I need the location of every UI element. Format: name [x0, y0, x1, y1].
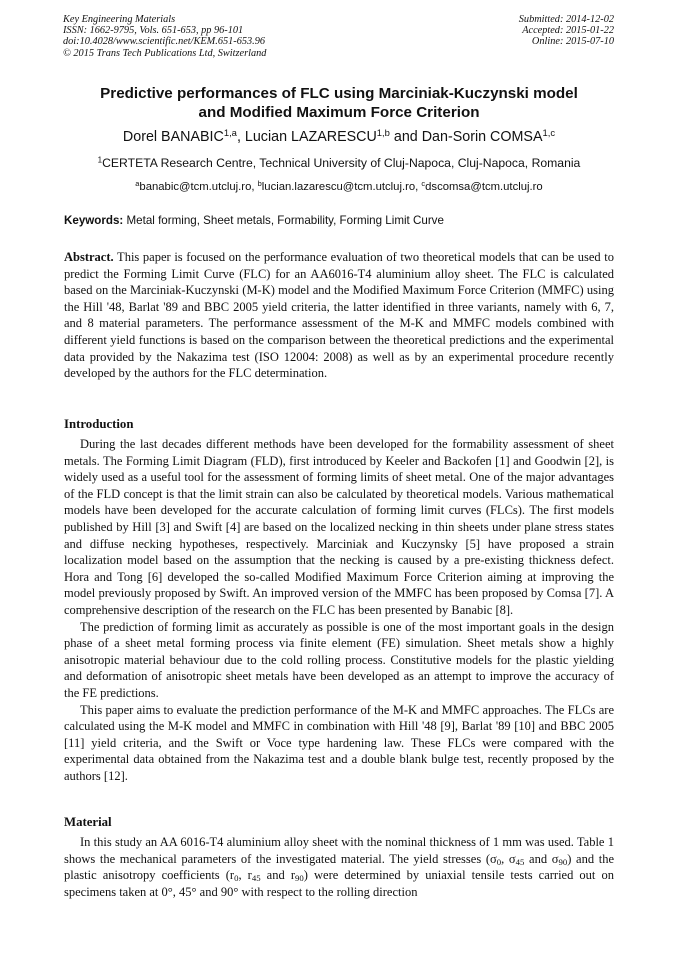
email-address: dscomsa@tcm.utcluj.ro [425, 181, 543, 193]
email-mark: c [421, 178, 426, 188]
author-affil-mark: 1,b [376, 126, 390, 138]
journal-name: Key Engineering Materials [63, 14, 176, 25]
title-line-2: and Modified Maximum Force Criterion [198, 104, 480, 121]
affiliation-text: CERTETA Research Centre, Technical University of Cluj-Napoca, Cluj-Napoca, Romania [102, 156, 581, 170]
text-run: , [238, 868, 248, 883]
copyright-line: © 2015 Trans Tech Publications Ltd, Switzerland [63, 47, 267, 59]
subscript: 45 [515, 856, 525, 867]
keywords-label: Keywords: [64, 214, 124, 227]
author-name: Lucian LAZARESCU [244, 129, 377, 145]
author-separator: , [236, 129, 245, 145]
r-symbol: r [247, 868, 252, 883]
subscript: 0 [496, 856, 502, 867]
r-symbol: r [290, 868, 295, 883]
subscript: 45 [251, 873, 261, 884]
author-name: Dorel BANABIC [122, 129, 224, 145]
r-symbol: r [229, 868, 235, 883]
text-run: In this study an AA 6016-T4 aluminium alloy sheet with the nominal thickness of 1 mm was used. Table 1 shows the mechanical parameters of the investigated material. The yield stresses ( [64, 835, 614, 866]
accepted-date: Accepted: 2015-01-22 [522, 25, 614, 37]
abstract-text: This paper is focused on the performance evaluation of two theoretical models that can be used to predict the Forming Limit Curve (FLC) for an AA6016-T4 aluminium alloy sheet. The FLC is calculated based on the Marciniak-Kuczynski (M-K) model and the Modified Maximum Force Criterion (MMFC) using the Hill '48, Barlat '89 and BBC 2005 yield criteria, the latter identified in three variants, namely with 6, 7, and 8 material parameters. The performance assessment of the M-K and MMFC models combined with different yield functions is based on the comparison between the theoretical predictions and the experimental data provided by the Nakazima test (ISO 12004: 2008) as well as by an experimental procedure recently developed by the authors for the FLC determination. [64, 250, 614, 381]
subscript: 0 [234, 873, 239, 884]
author-name: Dan-Sorin COMSA [421, 129, 543, 145]
author-affil-mark: 1,a [223, 126, 237, 138]
text-run: and [524, 851, 552, 866]
affiliation-mark: 1 [97, 155, 103, 165]
material-body [64, 834, 614, 900]
text-run: and [260, 868, 291, 883]
doi-line: doi:10.4028/www.scientific.net/KEM.651-653.96 [63, 36, 266, 48]
abstract [64, 249, 614, 382]
subscript: 90 [295, 873, 304, 884]
email-mark: a [135, 178, 140, 188]
issn-line: ISSN: 1662-9795, Vols. 651-653, pp 96-101 [63, 25, 244, 37]
affiliation [30, 156, 648, 171]
text-run: ) were determined by uniaxial tensile tests carried out on specimens taken at 0°, 45° and 90° with respect to the rolling direction [64, 868, 614, 899]
text-run: , [501, 851, 509, 866]
paragraph: This paper aims to evaluate the prediction performance of the M-K and MMFC approaches. The FLCs are calculated using the M-K model and MMFC in combination with Hill '48 [9], Barlat '89 [10] and BBC 2005 [11] yield criteria, and the Swift or Voce type hardening law. These FLCs were compared with the experimental data obtained from the Nakazima test and a double blank bulge test, recently proposed by the authors [12]. [64, 702, 614, 783]
keywords [64, 214, 616, 228]
paragraph: During the last decades different methods have been developed for the formability assessment of sheet metals. The Forming Limit Diagram (FLD), first introduced by Keeler and Backofen [1] and Goodwin [2], is widely used as a useful tool for the assessment of forming limits of sheet metal. One of the major advantages of the FLD concept is that the limit strain can also be calculated by theoretical models. Various mathematical models have been developed for the accurate calculation of forming limit curves (FLCs). The first models published by Hill [3] and Swift [4] are based on the localized necking in thin sheets under plane stress states and diffuse necking hypotheses, respectively. Marciniak and Kuczynsky [5] have proposed a strain localization model based on the assumption that the necking is caused by a pre-existing thickness defect. Hora and Tong [6] developed the so-called Modified Maximum Force Criterion aiming at improving the model previously proposed by Swift. An improved version of the MMFC has been proposed by Comsa [7]. A comprehensive description of the research on the FLC has been presented by Banabic [8]. [64, 437, 614, 617]
paragraph [64, 834, 614, 900]
journal-header [63, 14, 266, 59]
email-list [30, 180, 648, 194]
keywords-text: Metal forming, Sheet metals, Formability, Forming Limit Curve [123, 214, 444, 227]
introduction-body [64, 436, 614, 784]
dates-header [519, 14, 614, 48]
title-line-1: Predictive performances of FLC using Marciniak-Kuczynski model [100, 85, 578, 102]
paper-title [40, 84, 638, 122]
email-mark: b [257, 178, 262, 188]
email-address: banabic@tcm.utcluj.ro, [139, 181, 258, 193]
text-run: ) and the plastic anisotropy coefficients ( [64, 851, 614, 883]
submitted-date: Submitted: 2014-12-02 [518, 14, 614, 25]
material-heading: Material [64, 815, 112, 829]
subscript: 90 [558, 856, 568, 867]
online-date: Online: 2015-07-10 [531, 36, 614, 48]
sigma-symbol: σ [551, 851, 559, 866]
introduction-heading: Introduction [64, 417, 134, 431]
author-list [30, 126, 648, 146]
paragraph: The prediction of forming limit as accurately as possible is one of the most important goals in the design phase of a sheet metal forming process via finite element (FE) simulation. Sheet metals show a highly anisotropic material behaviour due to the cold rolling process. Constitutive models for the plastic yielding and deformation of anisotropic sheet metals have been developed as an attempt to improve the accuracy of the FE predictions. [64, 619, 614, 700]
author-affil-mark: 1,c [542, 126, 556, 138]
sigma-symbol: σ [508, 851, 516, 866]
abstract-label: Abstract. [64, 250, 114, 264]
sigma-symbol: σ [490, 851, 497, 866]
email-address: lucian.lazarescu@tcm.utcluj.ro, [261, 181, 422, 193]
author-separator: and [389, 129, 422, 145]
